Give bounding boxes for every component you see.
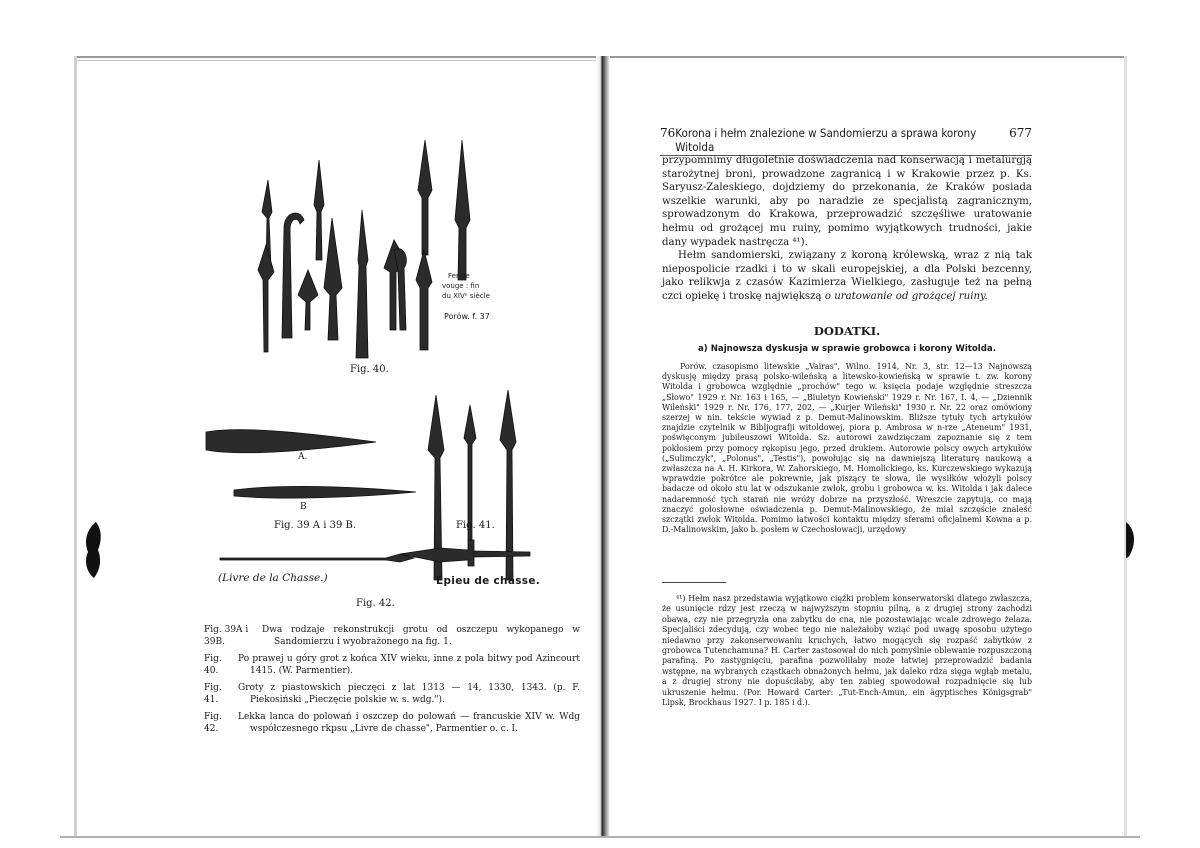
legend-entry	[204, 711, 580, 735]
spearhead-5	[324, 218, 342, 340]
legend-label: Fig. 41.	[204, 683, 222, 705]
paragraph-2	[662, 249, 1032, 303]
livre-caption: (Livre de la Chasse.)	[218, 572, 328, 584]
legend-entry	[204, 653, 580, 677]
spearhead-8	[416, 250, 432, 350]
scan-left-edge	[74, 56, 77, 838]
spearhead-3	[314, 160, 324, 260]
plate-note-line1: Fer de	[448, 272, 470, 280]
paragraph-2-italic: o uratowanie od grożącej ruiny.	[824, 290, 988, 302]
scan-top-edge-inner	[76, 60, 596, 61]
book-gutter	[596, 56, 610, 838]
plate-note-line3: du XIVᵉ siècle	[442, 292, 490, 300]
plate-note-porow: Porów. f. 37	[444, 312, 490, 321]
spearhead-4	[298, 270, 318, 330]
mark-a: A.	[298, 452, 308, 462]
appendix-paragraph: Porów. czasopismo litewskie „Vairas", Wilno. 1914, Nr. 3, str. 12—13 Najnowszą dyskusję między prasą polsko-wileńską a litewsko-kowieńską w sprawie t. zw. korony Witolda i grobowca względnie „prochów" tego w. księcia podaje względnie streszcza „Słowo" 1929 r. Nr. 163 i 165, — „Biuletyn Kowieński" 1929 r. Nr. 167, I. 4, — „Dziennik Wileński" 1929 r. Nr. 176, 177, 202, — „Kurjer Wileński" 1930 r. Nr. 22 oraz omówiony szerzej w nin. tekście wywiad z p. Demut-Malinowskim. Bliższe tytuły tych artykułów znajdzie czytelnik w Bibljografji witoldowej, piora p. Ambrosa w n-rze „Ateneum" 1931, poświęconym jubileuszowi Witolda. Sz. autorowi zawdzięczam zapoznanie się z tem pokłosiem przy pomocy rękopisu jego, przed drukiem. Autorowie polscy owych artykułów („Sulimczyk", „Polonus", „Testis"), powołując się na dawniejszą literaturę naukową a zwłaszcza na A. H. Kirkora, W. Zahorskiego, M. Homolickiego, ks. Kurczewskiego wykazują wprawdzie pokrótce ale pokrewnie, jak piszący te słowa, ile wysiłków włożyli polscy badacze od około stu lat w odszukanie zwłok, grobu i grobowca w. ks. Witolda i jak dalece nadaremność tych starań nie wróży dobrze na przyszłość. Wreszcie zapytują, co mają znaczyć gołosłowne oświadczenia p. Demut-Malinowskiego, że miał szczęście znaleść szczątki zwłok Witolda. Pomimo łatwości kontaktu między sferami oficjalnemi Kowna a p. D.-Malinowskim, jako b. posłem w Czechosłowacji, urzędowy	[662, 362, 1032, 535]
boar-spear-shaft	[474, 551, 530, 557]
weapons-plate	[200, 120, 580, 620]
mark-b: B	[300, 502, 307, 512]
running-header	[660, 126, 1032, 156]
legend-text: Dwa rodzaje rekonstrukcji grotu od oszczepu wykopanego w Sandomierzu i wyobrażonego na fig. 1.	[262, 625, 580, 647]
hook-spear	[282, 213, 304, 338]
scan-stain-right	[1122, 520, 1138, 560]
fig40-caption: Fig. 40.	[350, 364, 389, 375]
spearhead-7	[455, 140, 470, 280]
paragraph-2-main: Hełm sandomierski, związany z koroną królewską, wraz z nią tak niepospolicie rzadki i to w skali europejskiej, a dla Polski bezcenny, jako relikwja z czasów Kazimierza Wielkiego, zasługuje też na pełną czci opiekę i troskę największą	[662, 250, 1032, 302]
blade-long	[356, 210, 368, 358]
plate-note-line2: vouge : fin	[442, 282, 480, 290]
legend-label: Fig. 40.	[204, 654, 222, 676]
spear-39a	[206, 430, 376, 453]
footnote-separator	[662, 582, 726, 583]
fig39-caption: Fig. 39 A i 39 B.	[274, 520, 357, 531]
section-heading: DODATKI.	[813, 324, 881, 338]
appendix-text	[662, 362, 1032, 535]
spearhead-2	[258, 245, 274, 352]
spear-39b	[234, 486, 416, 498]
weapons-illustration	[200, 120, 580, 620]
scan-right-edge	[1124, 56, 1127, 838]
footnote	[662, 594, 1032, 708]
hunting-lance	[220, 554, 414, 562]
legend-label: Fig. 39A i 39B.	[204, 625, 249, 647]
fig42-caption: Fig. 42.	[356, 598, 395, 609]
scan-stain-left	[82, 520, 104, 580]
page-number: 677	[1009, 126, 1032, 140]
spearhead-6	[418, 140, 432, 255]
header-title: Korona i hełm znalezione w Sandomierzu a sprawa korony Witolda	[675, 126, 977, 154]
header-left-number: 76	[660, 126, 676, 140]
legend-text: Groty z piastowskich pieczęci z lat 1313 — 14, 1330, 1343. (p. F. Piekosiński „Pieczęcie polskie w. s. wdg.").	[238, 683, 580, 705]
legend-text: Lekka lanca do polowań i oszczep do polowań — francuskie XIV w. Wdg współczesnego rkpsu „Livre de chasse", Parmentier o. c. I.	[238, 712, 580, 734]
figure-legend	[204, 624, 580, 740]
legend-entry	[204, 624, 580, 648]
epieu-caption: Épieu de chasse.	[436, 575, 541, 587]
fig41-caption: Fig. 41.	[456, 520, 495, 531]
scan-bottom-edge	[60, 836, 1140, 838]
legend-label: Fig. 42.	[204, 712, 222, 734]
section-subheading: a) Najnowsza dyskusja w sprawie grobowca i korony Witolda.	[698, 344, 996, 354]
footnote-text: ⁴¹) Hełm nasz przedstawia wyjątkowo ciężki problem konserwatorski dlatego zwłaszcza, że usunięcie rdzy jest rzeczą w najwyższym stopniu pilną, a z drugiej strony zachodzi obawa, czy nie przegryzła ona zabytku do cna, nie pozostawiając wcale zdrowego żelaza. Specjaliści zdecydują, czy wobec tego nie należałoby wziąć pod uwagę sposobu użytego niedawno przy zakonserwowaniu kruchych, łatwo mogących się rozpaść zabytków z grobowca Tutenchamuna? H. Carter zastosował do nich pomyślnie oblewanie rozpuszczoną parafiną. Po zastygnięciu, parafina pozwoliłaby może łatwiej przeprowadzić badania wstępne, na wybranych cząstkach obnażonych hełmu, jak daleko rdza sięga wgłąb metalu, a z drugiej strony nie dopuściłaby, aby ten zabieg spowodował rozpadnięcie się lub ukruszenie hełmu. (Por. Howard Carter: „Tut-Ench-Amun, ein ägyptisches Königsgrab" Lipsk, Brockhaus 1927. I p. 185 i d.).	[662, 594, 1032, 708]
legend-text: Po prawej u góry grot z końca XIV wieku, inne z pola bitwy pod Azincourt 1415. (W. Parmentier).	[238, 654, 580, 676]
main-text	[662, 154, 1032, 304]
legend-entry	[204, 682, 580, 706]
paragraph-1: przypomnimy długoletnie doświadczenia nad konserwacją i metalurgją starożytnej broni, prowadzone zagranicą i w Krakowie przez p. Ks. Saryusz-Zaleskiego, dojdziemy do przekonania, że Kraków posiada wszelkie warunki, aby po naradzie ze specjalistą zagranicznym, sprowadzonym do Krakowa, przeprowadzić szczęśliwe uratowanie hełmu od grożącej mu ruiny, pomimo wyjątkowych trudności, jakie dany wypadek nastręcza ⁴¹).	[662, 155, 1032, 248]
